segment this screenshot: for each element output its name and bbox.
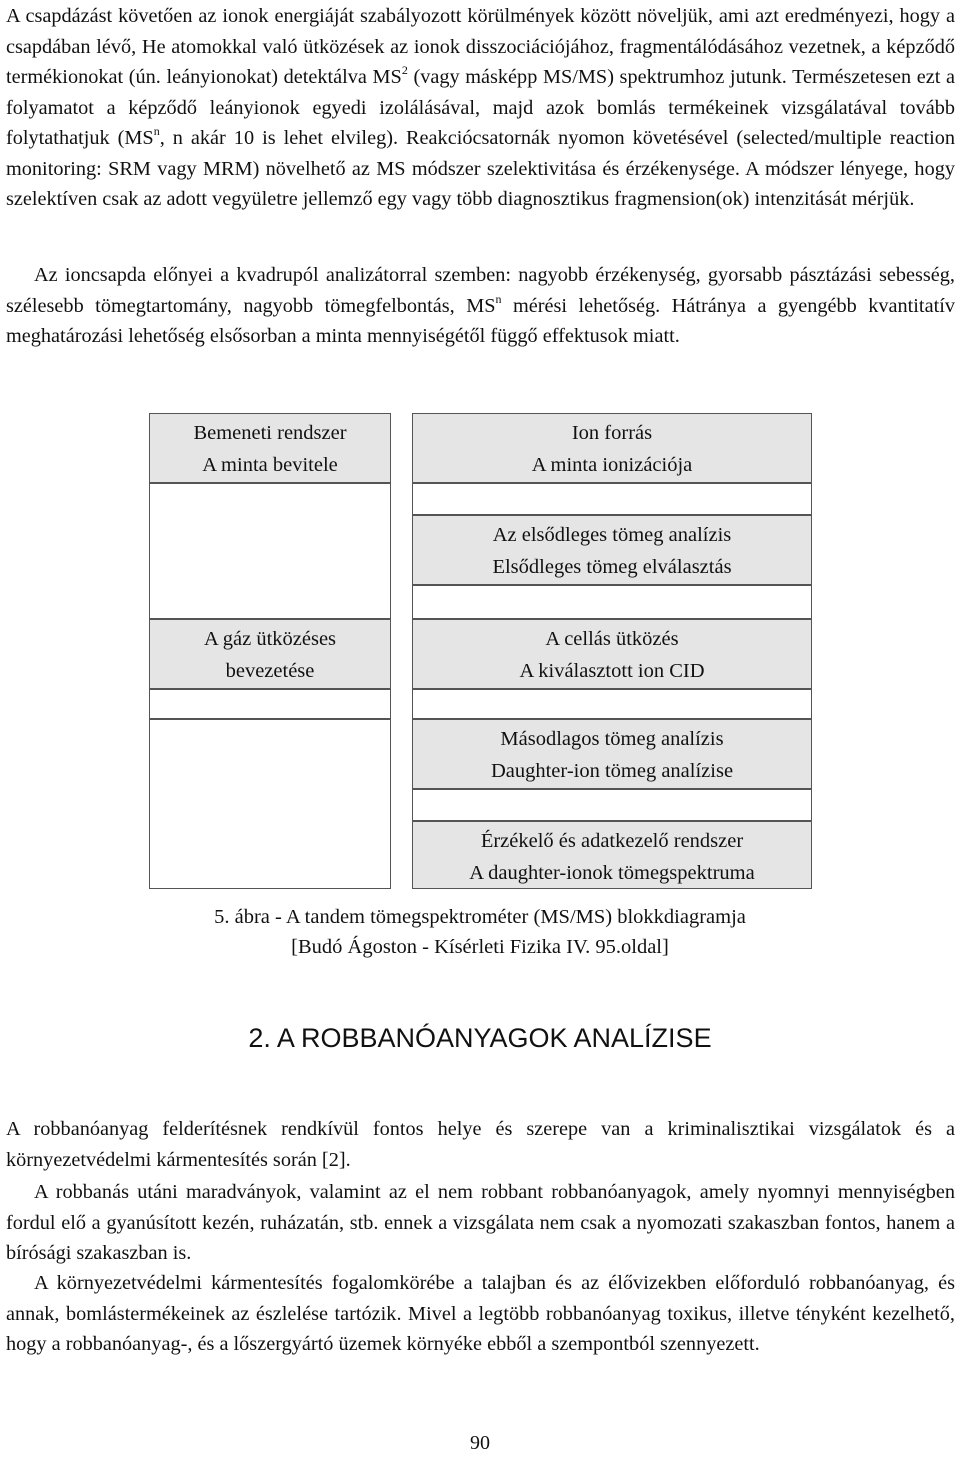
section-heading: 2. A ROBBANÓANYAGOK ANALÍZISE (248, 1023, 712, 1053)
block-label: A cellás ütközés (545, 628, 679, 650)
page-number: 90 (470, 1432, 490, 1454)
block-empty (149, 689, 391, 719)
body-paragraph-1: A robbanóanyag felderítésnek rendkívül fontos helye és szerepe van a kriminalisztikai vizsgálatok és a környezetvédelmi kármentesítés során [2]. (6, 1118, 955, 1171)
caption-line: 5. ábra - A tandem tömegspektrométer (MS/MS) blokkdiagramja (214, 906, 746, 928)
block-label: bevezetése (225, 660, 315, 682)
block-label: Érzékelő és adatkezelő rendszer (480, 830, 744, 852)
block-diagram (149, 413, 812, 889)
block-label: A minta bevitele (202, 454, 338, 476)
block-label: A minta ionizációja (531, 454, 693, 476)
block-label: Ion forrás (571, 422, 653, 444)
block-secondary-mass-analysis (412, 719, 812, 789)
block-detector (412, 821, 812, 889)
caption-source: [Budó Ágoston - Kísérleti Fizika IV. 95.oldal] (291, 936, 669, 958)
block-input-system (149, 413, 391, 483)
block-empty (412, 483, 812, 515)
block-label: Daughter-ion tömeg analízise (490, 760, 734, 782)
block-label: A kiválasztott ion CID (519, 660, 705, 682)
block-empty (412, 585, 812, 619)
block-cell-collision (412, 619, 812, 689)
block-empty (412, 789, 812, 821)
intro-paragraph-2: Az ioncsapda előnyei a kvadrupól analizátorral szemben: nagyobb érzékenység, gyorsabb pásztázási sebesség, szélesebb tömegtartomány, nagyobb tömegfelbontás, $MS^n$ mérési lehetőség. Hátránya a gyengébb kvantitatív meghatározási lehetőség elsősorban a minta mennyiségétől függő effektusok miatt. (6, 264, 955, 347)
figure-caption (0, 902, 960, 962)
body-paragraph-2: A robbanás utáni maradványok, valamint az el nem robbant robbanóanyagok, amely nyomnyi mennyiségben fordul elő a gyanúsított kezén, ruházatán, stb. ennek a vizsgálata nem csak a nyomozati szakaszban fontos, hanem a bírósági szakaszban is. (6, 1181, 955, 1264)
block-label: Másodlagos tömeg analízis (500, 728, 724, 750)
block-empty (412, 689, 812, 719)
block-empty (149, 483, 391, 619)
block-label: A daughter-ionok tömegspektruma (469, 862, 755, 884)
intro-paragraph-1: A csapdázást követően az ionok energiáját szabályozott körülmények között növeljük, ami azt eredményezi, hogy a csapdában lévő, He atomokkal való ütközések az ionok disszociációjához, fragmentálódásához vezetnek, a képződő termékionokat (ún. leányionokat) detektálva $MS^2$ (vagy másképp MS/MS) spektrumhoz jutunk. Természetesen ezt a folyamatot a képződő leányionok egyedi izolálásával, majd azok bomlás termékeinek vizsgálatával tovább folytathatjuk ($MS^n$, n akár 10 is lehet elvileg). Reakciócsatornák nyomon követésével (selected/multiple reaction monitoring: SRM vagy MRM) növelhető az MS módszer szelektivitása és érzékenysége. A módszer lényege, hogy szelektíven csak az adott vegyületre jellemző egy vagy több diagnosztikus fragmension(ok) intenzitását mérjük. (6, 5, 956, 210)
block-label: Az elsődleges tömeg analízis (492, 524, 732, 546)
block-empty (149, 719, 391, 889)
block-primary-mass-analysis (412, 515, 812, 585)
block-label: A gáz ütközéses (203, 628, 337, 650)
body-paragraph-3: A környezetvédelmi kármentesítés fogalomkörébe a talajban és az élővizekben előforduló robbanóanyag, és annak, bomlástermékeinek az észlelése tartózik. Mivel a legtöbb robbanóanyag toxikus, illetve tényként kezelhető, hogy a robbanóanyag-, és a lőszergyártó üzemek környéke ebből a szempontból szennyezett. (6, 1272, 955, 1355)
block-label: Elsődleges tömeg elválasztás (492, 556, 732, 578)
block-gas-collision (149, 619, 391, 689)
block-ion-source (412, 413, 812, 483)
block-label: Bemeneti rendszer (193, 422, 347, 444)
